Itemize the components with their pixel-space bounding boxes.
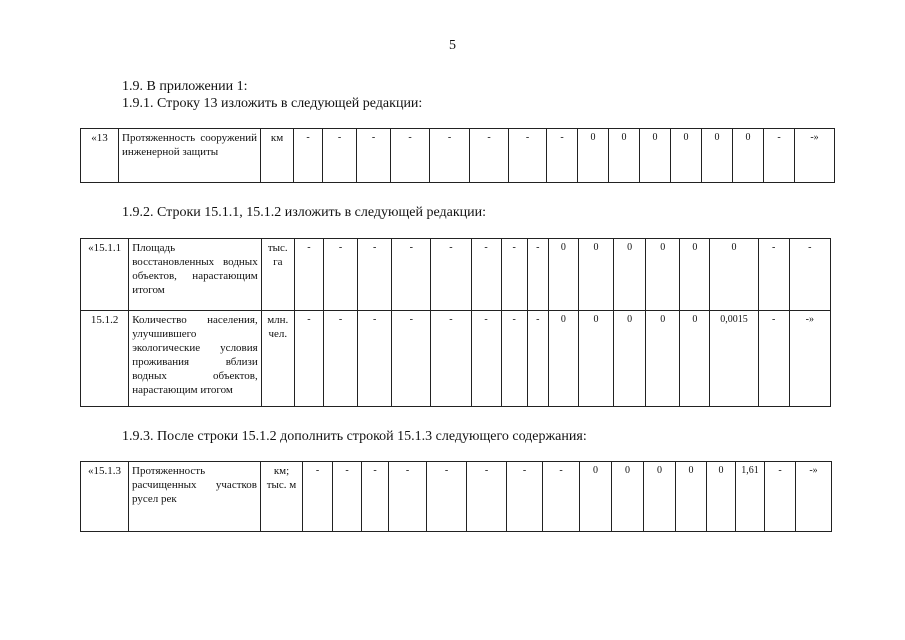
- value-cell: 0: [609, 129, 640, 183]
- paragraph-1-9-3: 1.9.3. После строки 15.1.2 дополнить строкой 15.1.3 следующего содержания:: [122, 429, 587, 444]
- value-cell: -: [527, 311, 548, 407]
- value-cell: -: [294, 129, 323, 183]
- row-number-cell: 15.1.2: [81, 311, 129, 407]
- table-row-13: [80, 128, 835, 183]
- value-cell: 0: [702, 129, 733, 183]
- value-cell: -: [758, 239, 789, 311]
- value-cell: 0: [578, 129, 609, 183]
- table1-body: [81, 129, 835, 183]
- value-cell: -: [389, 462, 427, 532]
- indicator-name-cell: Протяженность сооружений инженерной защиты: [119, 129, 261, 183]
- value-cell: -: [294, 239, 323, 311]
- value-cell: 1,61: [736, 462, 765, 532]
- value-cell: -: [431, 311, 471, 407]
- value-cell: 0: [578, 311, 613, 407]
- row-number-cell: «15.1.3: [81, 462, 129, 532]
- table-row: [81, 311, 831, 407]
- value-cell: -: [471, 311, 501, 407]
- value-cell: -»: [796, 462, 832, 532]
- value-cell: -»: [789, 311, 830, 407]
- paragraph-1-9-2: 1.9.2. Строки 15.1.1, 15.1.2 изложить в следующей редакции:: [122, 205, 487, 220]
- table3-body: [81, 462, 832, 532]
- value-cell: 0: [548, 311, 578, 407]
- value-cell: 0: [644, 462, 676, 532]
- unit-cell: млн. чел.: [261, 311, 294, 407]
- value-cell: -: [427, 462, 467, 532]
- value-cell: -: [392, 311, 431, 407]
- table-row: [81, 239, 831, 311]
- unit-cell: км; тыс. м: [261, 462, 303, 532]
- value-cell: -: [547, 129, 578, 183]
- value-cell: -: [294, 311, 323, 407]
- indicator-name-cell: Протяженность расчищенных участков русел рек: [129, 462, 261, 532]
- value-cell: -: [323, 239, 357, 311]
- value-cell: -: [501, 239, 527, 311]
- value-cell: 0: [614, 311, 646, 407]
- value-cell: -: [391, 129, 430, 183]
- table2-body: [81, 239, 831, 407]
- value-cell: -: [358, 239, 392, 311]
- value-cell: 0: [580, 462, 612, 532]
- value-cell: -: [470, 129, 509, 183]
- unit-cell: тыс. га: [261, 239, 294, 311]
- value-cell: -: [509, 129, 547, 183]
- value-cell: -: [392, 239, 431, 311]
- value-cell: 0: [640, 129, 671, 183]
- value-cell: 0: [680, 311, 710, 407]
- indicator-name-cell: Площадь восстановленных водных объектов, нарастающим итогом: [129, 239, 262, 311]
- value-cell: 0: [707, 462, 736, 532]
- value-cell: -: [333, 462, 362, 532]
- value-cell: 0: [614, 239, 646, 311]
- value-cell: -: [758, 311, 789, 407]
- row-number-cell: «13: [81, 129, 119, 183]
- page-number: 5: [449, 38, 456, 53]
- section-heading: 1.9. В приложении 1:: [122, 79, 248, 94]
- row-number-cell: «15.1.1: [81, 239, 129, 311]
- value-cell: 0: [676, 462, 707, 532]
- value-cell: -: [543, 462, 580, 532]
- value-cell: 0: [733, 129, 764, 183]
- value-cell: 0: [612, 462, 644, 532]
- value-cell: 0: [646, 311, 680, 407]
- value-cell: 0: [671, 129, 702, 183]
- value-cell: -: [358, 311, 392, 407]
- value-cell: -: [501, 311, 527, 407]
- table-row-15-1-3: [80, 461, 832, 532]
- unit-cell: км: [261, 129, 294, 183]
- table-row: [81, 129, 835, 183]
- value-cell: -: [303, 462, 333, 532]
- value-cell: -: [357, 129, 391, 183]
- value-cell: -: [431, 239, 471, 311]
- paragraph-1-9-1: 1.9.1. Строку 13 изложить в следующей редакции:: [122, 96, 423, 111]
- value-cell: 0,0015: [710, 311, 758, 407]
- value-cell: -: [789, 239, 830, 311]
- value-cell: -»: [795, 129, 835, 183]
- value-cell: -: [362, 462, 389, 532]
- value-cell: -: [527, 239, 548, 311]
- value-cell: -: [471, 239, 501, 311]
- table-row: [81, 462, 832, 532]
- value-cell: -: [467, 462, 507, 532]
- value-cell: -: [764, 129, 795, 183]
- indicator-name-cell: Количество населения, улучшившего экологические условия проживания вблизи водных объектов, нарастающим итогом: [129, 311, 262, 407]
- value-cell: 0: [578, 239, 613, 311]
- value-cell: -: [323, 311, 357, 407]
- value-cell: 0: [680, 239, 710, 311]
- value-cell: 0: [548, 239, 578, 311]
- value-cell: -: [323, 129, 357, 183]
- value-cell: 0: [646, 239, 680, 311]
- value-cell: -: [765, 462, 796, 532]
- value-cell: -: [430, 129, 470, 183]
- value-cell: 0: [710, 239, 758, 311]
- table-rows-15-1-1-15-1-2: [80, 238, 831, 407]
- value-cell: -: [507, 462, 543, 532]
